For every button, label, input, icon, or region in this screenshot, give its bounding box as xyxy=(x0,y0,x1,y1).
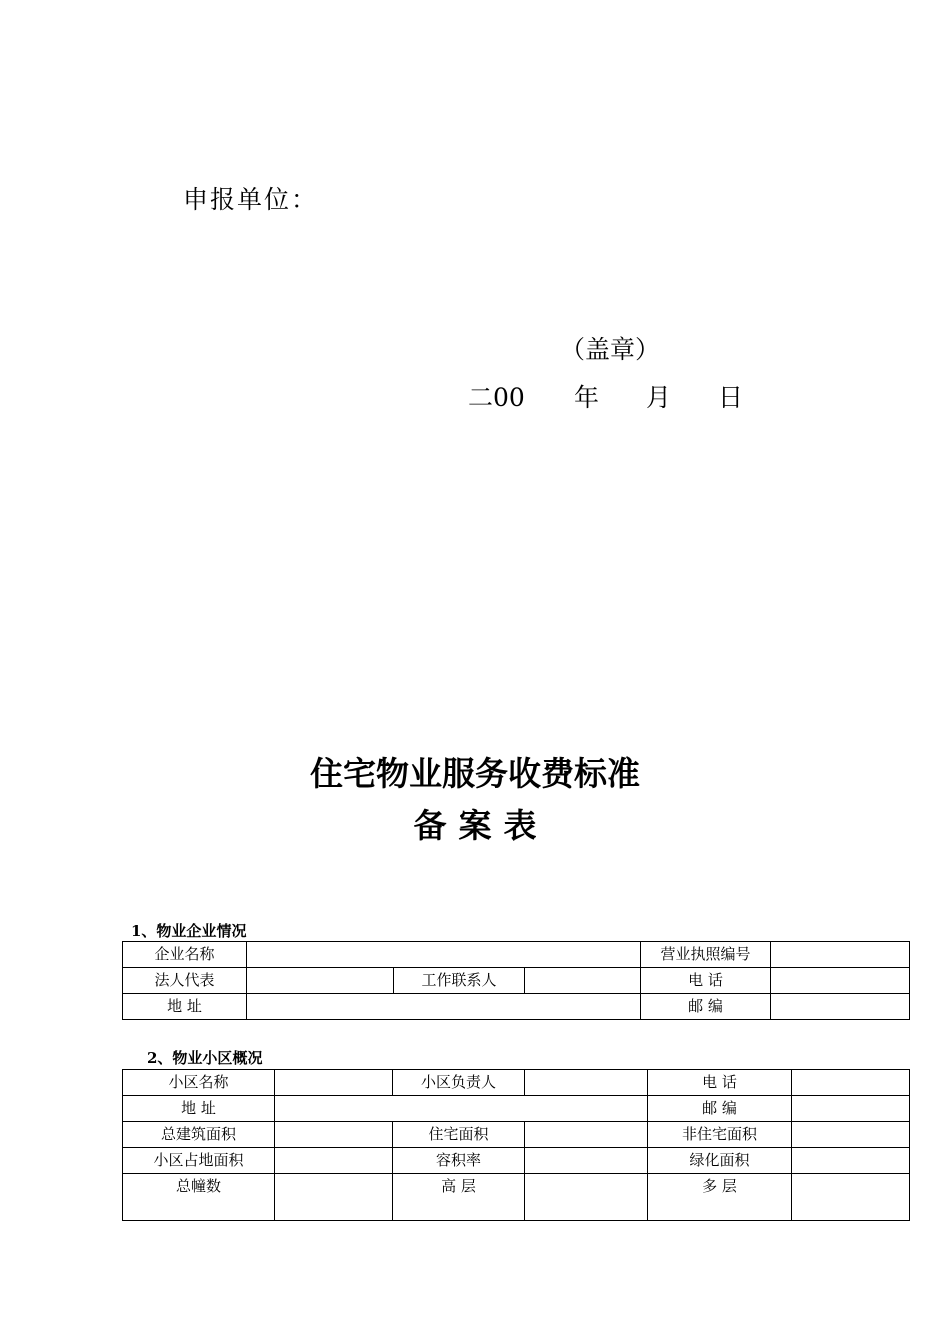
postcode-field[interactable] xyxy=(792,1096,910,1122)
label-land-area: 小区占地面积 xyxy=(123,1148,275,1174)
label-residential-area: 住宅面积 xyxy=(393,1122,525,1148)
license-number-field[interactable] xyxy=(771,942,910,968)
total-floor-area-field[interactable] xyxy=(275,1122,393,1148)
nonresidential-area-field[interactable] xyxy=(792,1122,910,1148)
table-row xyxy=(123,942,910,968)
applicant-label: 申报单位： xyxy=(183,185,319,214)
label-postcode: 邮 编 xyxy=(641,994,771,1020)
subtitle-char: 案 xyxy=(458,806,492,845)
form-title: 住宅物业服务收费标准 xyxy=(310,754,640,793)
label-postcode: 邮 编 xyxy=(648,1096,792,1122)
date-line xyxy=(468,378,743,414)
table-row xyxy=(123,1070,910,1096)
subtitle-char: 表 xyxy=(503,806,537,845)
contact-person-field[interactable] xyxy=(525,968,641,994)
label-phone: 电 话 xyxy=(641,968,771,994)
label-community-name: 小区名称 xyxy=(123,1070,275,1096)
company-name-field[interactable] xyxy=(247,942,641,968)
date-prefix: 二00 xyxy=(468,383,525,412)
label-nonresidential-area: 非住宅面积 xyxy=(648,1122,792,1148)
label-phone: 电 话 xyxy=(648,1070,792,1096)
label-green-area: 绿化面积 xyxy=(648,1148,792,1174)
section1-heading: 1、物业企业情况 xyxy=(131,922,247,940)
label-contact-person: 工作联系人 xyxy=(394,968,525,994)
date-year-label: 年 xyxy=(574,383,600,412)
label-address: 地 址 xyxy=(123,994,247,1020)
postcode-field[interactable] xyxy=(771,994,910,1020)
date-month-label: 月 xyxy=(646,383,672,412)
label-total-buildings: 总幢数 xyxy=(123,1174,275,1221)
high-rise-field[interactable] xyxy=(525,1174,648,1221)
form-subtitle xyxy=(0,800,950,847)
plot-ratio-field[interactable] xyxy=(525,1148,648,1174)
table-row xyxy=(123,968,910,994)
label-legal-rep: 法人代表 xyxy=(123,968,247,994)
community-name-field[interactable] xyxy=(275,1070,393,1096)
address-field[interactable] xyxy=(247,994,641,1020)
phone-field[interactable] xyxy=(792,1070,910,1096)
label-address: 地 址 xyxy=(123,1096,275,1122)
table-row xyxy=(123,994,910,1020)
total-buildings-field[interactable] xyxy=(275,1174,393,1221)
community-manager-field[interactable] xyxy=(525,1070,648,1096)
label-community-manager: 小区负责人 xyxy=(393,1070,525,1096)
seal-label: （盖章） xyxy=(560,335,661,364)
residential-area-field[interactable] xyxy=(525,1122,648,1148)
company-info-table xyxy=(122,941,910,1020)
table-row xyxy=(123,1148,910,1174)
multi-storey-field[interactable] xyxy=(792,1174,910,1221)
land-area-field[interactable] xyxy=(275,1148,393,1174)
label-plot-ratio: 容积率 xyxy=(393,1148,525,1174)
green-area-field[interactable] xyxy=(792,1148,910,1174)
section2-heading: 2、物业小区概况 xyxy=(147,1049,263,1067)
address-field[interactable] xyxy=(275,1096,648,1122)
label-license-number: 营业执照编号 xyxy=(641,942,771,968)
table-row xyxy=(123,1122,910,1148)
table-row xyxy=(123,1174,910,1221)
date-day-label: 日 xyxy=(718,383,744,412)
phone-field[interactable] xyxy=(771,968,910,994)
community-info-table xyxy=(122,1069,910,1221)
label-high-rise: 高 层 xyxy=(393,1174,525,1221)
label-total-floor-area: 总建筑面积 xyxy=(123,1122,275,1148)
label-multi-storey: 多 层 xyxy=(648,1174,792,1221)
subtitle-char: 备 xyxy=(413,806,447,845)
label-company-name: 企业名称 xyxy=(123,942,247,968)
legal-rep-field[interactable] xyxy=(247,968,394,994)
table-row xyxy=(123,1096,910,1122)
